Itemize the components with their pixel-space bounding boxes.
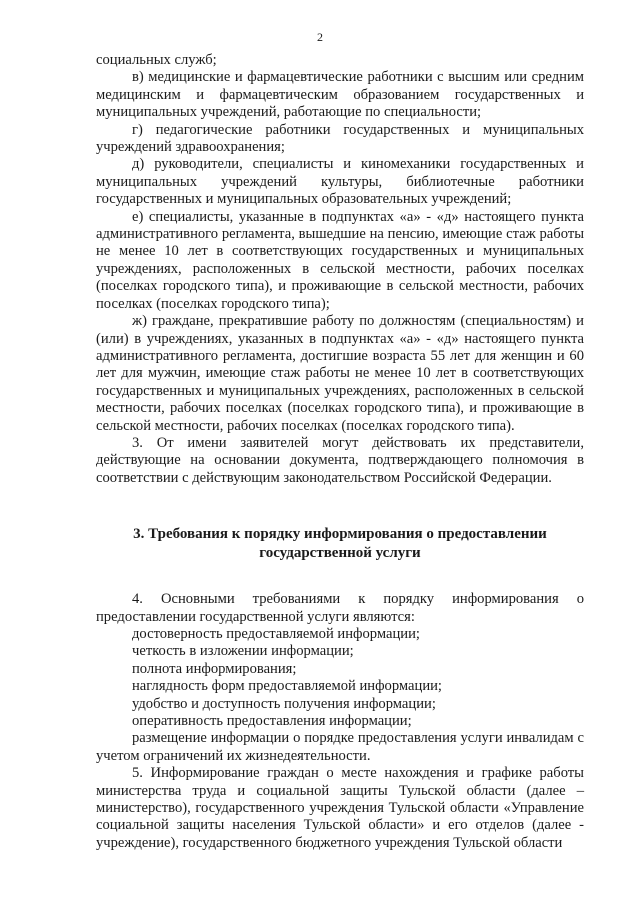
requirement-item: наглядность форм предоставляемой информации; [132,678,442,695]
document-body [96,52,584,852]
paragraph-item-v: в) медицинские и фармацевтические работники с высшим или средним медицинским и фармацевтическим образованием государственных и муниципальных учреждений, работающие по специальности; [96,69,584,121]
paragraph-continuation: социальных служб; [96,52,217,68]
paragraph-item-g: г) педагогические работники государственных и муниципальных учреждений здравоохранения; [96,121,584,156]
section-heading-line-1: 3. Требования к порядку информирования о предоставлении [133,526,547,543]
page-number: 2 [317,30,323,44]
paragraph-5: 5. Информирование граждан о месте нахождения и графике работы министерства труда и социальной защиты Тульской области (далее – министерство), государственного учреждения Тульской области «Управление социальной защиты населения Тульской области» и его отделов (далее - учреждение), государственного бюджетного учреждения Тульской области [96,765,584,851]
section-heading [96,525,584,563]
requirement-item: четкость в изложении информации; [132,643,354,660]
paragraph-4: 4. Основными требованиями к порядку информирования о предоставлении государственной услуги являются: [96,591,584,625]
requirement-item: удобство и доступность получения информации; [132,695,436,712]
requirement-item: полнота информирования; [132,660,297,677]
paragraph-item-zh: ж) граждане, прекратившие работу по должностям (специальностям) и (или) в учреждениях, указанных в подпунктах «а» - «д» настоящего пункта административного регламента, достигшие возраста 55 лет для женщин и 60 лет для мужчин, имеющие стаж работы не менее 10 лет в соответствующих государственных и муниципальных учреждениях, расположенных в сельской местности, рабочих поселках (поселках городского типа), и проживающие в сельской местности, рабочих поселках (поселках городского типа). [96,313,584,434]
section-heading-line-2: государственной услуги [259,545,421,562]
requirement-item: достоверность предоставляемой информации; [132,625,420,642]
paragraph-item-e: е) специалисты, указанные в подпунктах «а» - «д» настоящего пункта административного регламента, вышедшие на пенсию, имеющие стаж работы не менее 10 лет в соответствующих государственных и муниципальных учреждениях, расположенных в сельской местности, рабочих поселках (поселках городского типа), и проживающие в сельской местности, рабочих поселках (поселках городского типа); [96,208,584,312]
requirement-item: оперативность предоставления информации; [132,713,412,729]
paragraph-3: 3. От имени заявителей могут действовать их представители, действующие на основании документа, подтверждающего полномочия в соответствии с действующим законодательством Российской Федерации. [96,434,584,486]
requirement-item: размещение информации о порядке предоставления услуги инвалидам с учетом ограничений их жизнедеятельности. [96,730,584,764]
paragraph-item-d: д) руководители, специалисты и киномеханики государственных и муниципальных учреждений культуры, библиотечные работники государственных и муниципальных образовательных учреждений; [96,156,584,208]
